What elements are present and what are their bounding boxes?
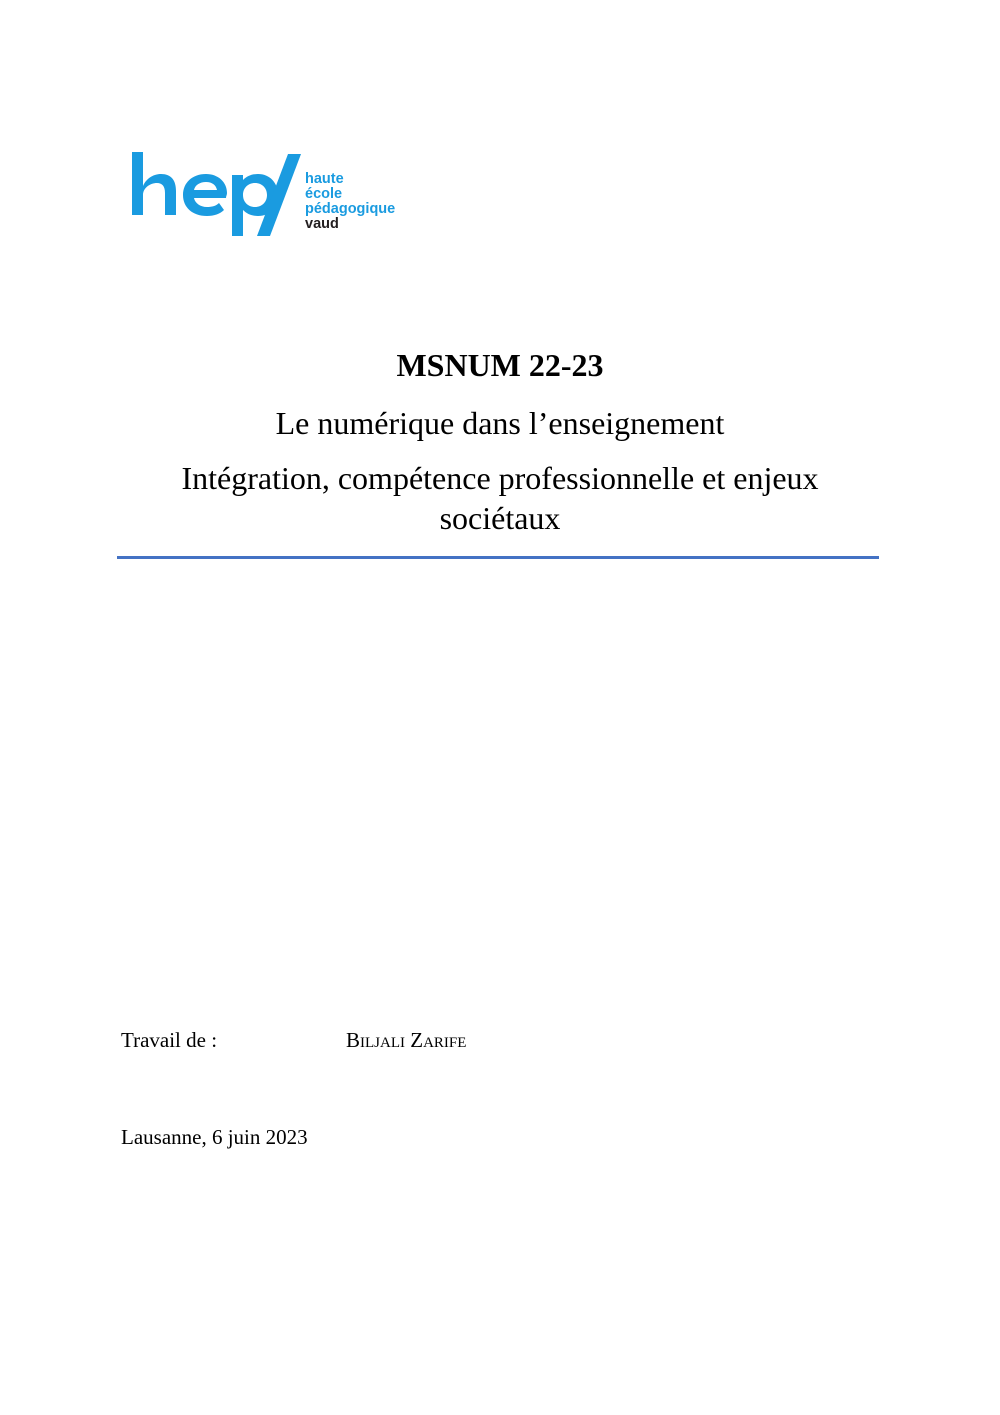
author-label: Travail de : <box>121 1028 218 1052</box>
logo-line-vaud: vaud <box>305 216 339 232</box>
hep-vaud-logo <box>130 150 420 245</box>
course-code: MSNUM 22-23 <box>396 347 604 383</box>
logo-line-ecole: école <box>305 186 343 202</box>
author-name: Biljali Zarife <box>346 1028 467 1052</box>
place-date: Lausanne, 6 juin 2023 <box>121 1125 308 1149</box>
hep-logo-mark <box>130 150 305 245</box>
document-subtitle: Intégration, compétence professionnelle et enjeux sociétaux <box>181 460 819 536</box>
document-title: Le numérique dans l’enseignement <box>275 405 725 441</box>
logo-line-haute: haute <box>305 171 344 187</box>
logo-text <box>305 172 395 232</box>
title-divider <box>117 556 879 559</box>
logo-line-pedagogique: pédagogique <box>305 201 396 217</box>
